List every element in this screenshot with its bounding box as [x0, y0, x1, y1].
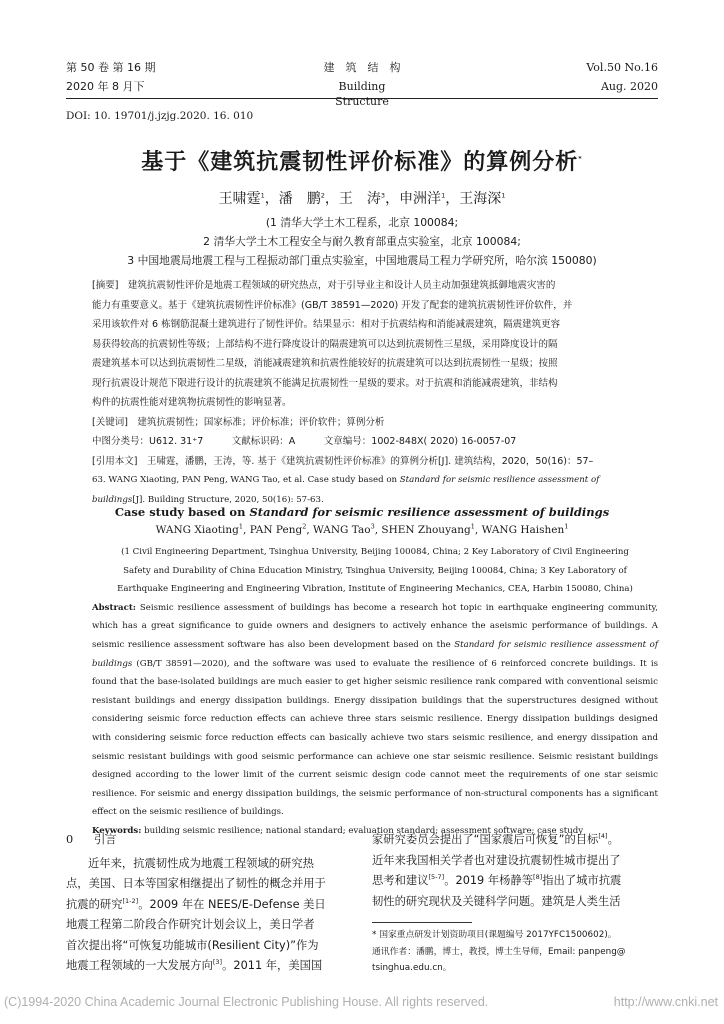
- author-name: WANG Haishen: [481, 524, 565, 536]
- watermark-url: http://www.cnki.net: [613, 995, 718, 1009]
- title-text: 基于《建筑抗震韧性评价标准》的算例分析: [141, 150, 579, 175]
- abstract-cn-line: 易获得较高的抗震韧性等级；上部结构不进行降度设计的隔震建筑可以达到抗震韧性三星级，采用降度设计的隔: [92, 338, 558, 350]
- author-affiliation-mark: 1: [238, 522, 243, 531]
- citation-ref[interactable]: [5-7]: [428, 873, 445, 882]
- title-en-standard: Standard for seismic resilience assessment of buildings: [249, 505, 610, 519]
- paragraph-line: 首次提出将“可恢复功能城市(Resilient City)”作为: [66, 938, 319, 952]
- footnote-rule: [372, 922, 472, 923]
- paragraph-line: [66, 895, 358, 916]
- affiliations-cn: [66, 213, 658, 270]
- watermark-copyright: (C)1994-2020 China Academic Journal Electronic Publishing House. All rights reserved.: [4, 995, 489, 1009]
- author-separator: ,: [243, 524, 250, 536]
- affiliation-cn-1: (1 清华大学土木工程系，北京 100084;: [265, 216, 459, 229]
- author-name: WANG Tao: [313, 524, 371, 536]
- english-front-matter: [92, 543, 658, 841]
- text-run: 。2011 年，美国国: [222, 959, 323, 972]
- author-separator: ,: [474, 524, 482, 536]
- footnote-author: 通讯作者：潘鹏，博士，教授，博士生导师，Email: panpeng@: [372, 946, 626, 957]
- keywords-cn: [关键词] 建筑抗震韧性；国家标准；评价标准；评价软件；算例分析: [92, 416, 385, 428]
- author-separator: ，: [445, 191, 460, 207]
- author-affiliation-mark: 3: [370, 522, 375, 531]
- author-affiliation-mark: 2: [302, 522, 307, 531]
- volume-issue-en: Vol.50 No.16: [586, 61, 658, 74]
- authors-cn: [66, 188, 658, 208]
- affiliation-en-3: Earthquake Engineering and Engineering Vibration, Institute of Engineering Mechanics, CEA, Harbin 150080, China): [117, 584, 633, 595]
- doi: DOI: 10. 19701/j.jzjg.2020. 16. 010: [66, 110, 254, 122]
- author-affiliation-mark: 1: [564, 522, 569, 531]
- date-cn: 2020 年 8 月下: [66, 80, 145, 93]
- affiliation-cn-3: 3 中国地震局地震工程与工程振动部门重点实验室，中国地震局工程力学研究所，哈尔滨 150080): [127, 254, 597, 267]
- abstract-cn-line: 能力有重要意义。基于《建筑抗震韧性评价标准》(GB/T 38591—2020) 开发了配套的建筑抗震韧性评价软件，并: [92, 299, 573, 311]
- header-rule: [66, 98, 658, 99]
- author-separator: ,: [306, 524, 314, 536]
- abstract-en-part2: (GB/T 38591—2020), and the software was used to evaluate the resilience of 6 reinforced concrete buildings. It is found that the base-isolated buildings are much easier to get higher seismic resilience rank compared with conventional seismic resistant buildings and energy dissipation buildings. Energy dissipation buildings that the superstructures designed without considering seismic force reduction effects can achieve three stars seismic resilience. Energy dissipation buildings designed with considering seismic force reduction effects can basically achieve two stars seismic resilience, and energy dissipation and seismic resistant buildings with good seismic performance can achieve one star seismic resilience. Seismic resistant buildings designed according to the lower limit of the current seismic design code cannot meet the requirements of one star seismic resilience. For seismic and energy dissipation buildings, the seismic performance of non-structural components has a significant effect on the seismic resilience of buildings.: [92, 658, 658, 818]
- title-en-prefix: Case study based on: [114, 505, 250, 519]
- volume-issue-cn: 第 50 卷 第 16 期: [66, 61, 156, 74]
- paragraph-line: 韧性的研究现状及关键科学问题。建筑是人类生活: [372, 894, 621, 908]
- author-name: 王啸霆: [218, 191, 261, 207]
- citation-ref[interactable]: [4]: [598, 832, 608, 841]
- affiliation-en-2: Safety and Durability of China Education Ministry, Tsinghua University, Beijing 100084, China; 3 Key Laboratory of: [123, 565, 627, 576]
- paragraph-line: 点，美国、日本等国家相继提出了韧性的概念并用于: [66, 877, 326, 890]
- abstract-cn: [92, 276, 658, 510]
- author-name: 王 涛: [338, 191, 381, 207]
- abstract-cn-line: [摘要] 建筑抗震韧性评价是地震工程领域的研究热点，对于引导业主和设计人员主动加强建筑抵御地震灾害的: [92, 280, 556, 291]
- authors-en: [66, 524, 658, 536]
- footnote: [372, 927, 658, 977]
- citation-ref[interactable]: [8]: [533, 873, 543, 882]
- text-run: 家研究委员会提出了“国家震后可恢复”的目标: [372, 833, 599, 846]
- abstract-en-part1: Seismic resilience assessment of buildings has become a research hot topic in earthquake engineering community, which has a great significance to guide owners and designers to actively enhance the aseismic performance of buildings. A seismic resilience assessment software has also been development based on the: [92, 602, 658, 650]
- date-en: Aug. 2020: [600, 80, 658, 93]
- author-name: PAN Peng: [249, 524, 303, 536]
- author-name: 王海深: [459, 191, 502, 207]
- text-run: 。2009 年在 NEES/E-Defense 美日: [138, 897, 326, 911]
- text-run: 抗震的研究: [66, 897, 123, 911]
- paragraph-line: 近年来，抗震韧性成为地震工程领域的研究热: [88, 856, 314, 870]
- text-run: 地震工程领域的一大发展方向: [66, 959, 213, 972]
- abstract-cn-line: 构件的抗震性能对建筑物抗震韧性的影响显著。: [92, 397, 292, 408]
- keywords-en-text: building seismic resilience; national standard; evaluation standard; assessment software; case study: [141, 825, 584, 836]
- footnote-email: tsinghua.edu.cn。: [372, 963, 452, 973]
- citation-ref[interactable]: [3]: [212, 958, 223, 967]
- footnote-funding: * 国家重点研发计划资助项目(课题编号 2017YFC1500602)。: [372, 930, 617, 940]
- author-separator: ，: [264, 191, 279, 207]
- abstract-en: [92, 599, 658, 822]
- abstract-cn-line: 采用该软件对 6 栋钢筋混凝土建筑进行了韧性评价。结果显示：相对于抗震结构和消能减震建筑，隔震建筑更容: [92, 319, 561, 330]
- author-affiliation-mark: 1: [441, 191, 446, 200]
- citation-en-text: 63. WANG Xiaoting, PAN Peng, WANG Tao, et al. Case study based on: [92, 475, 398, 485]
- author-name: 潘 鹏: [278, 191, 321, 207]
- journal-name-cn: 建 筑 结 构: [323, 61, 401, 74]
- text-run: 指出了城市抗震: [542, 874, 622, 887]
- abstract-cn-line: 现行抗震设计规范下限进行设计的抗震建筑不能满足抗震韧性一星级的要求。对于抗震和消能减震建筑，非结构: [92, 377, 558, 389]
- text-run: 。2019 年杨静等: [444, 874, 534, 887]
- text-run: 思考和建议: [372, 874, 429, 887]
- paragraph-line: 近年来我国相关学者也对建设抗震韧性城市提出了: [372, 853, 621, 867]
- classification-line: 中图分类号：U612. 31⁺7 文献标识码：A 文章编号：1002-848X( 2020) 16-0057-07: [92, 436, 517, 447]
- text-run: 。: [607, 833, 619, 846]
- affiliation-en-1: (1 Civil Engineering Department, Tsinghua University, Beijing 100084, China; 2 Key Laboratory of Civil Engineering: [121, 547, 629, 557]
- author-name: SHEN Zhouyang: [381, 524, 471, 536]
- abstract-en-standard: Standard for seismic resilience assessment of buildings: [92, 639, 659, 669]
- citation-ref[interactable]: [1-2]: [122, 896, 139, 905]
- citation-en-standard: Standard for seismic resilience assessment of: [399, 475, 600, 485]
- author-name: 申洲洋: [399, 191, 442, 207]
- paper-title-en: [66, 505, 658, 519]
- author-affiliation-mark: 1: [470, 522, 475, 531]
- author-name: WANG Xiaoting: [155, 524, 239, 536]
- paragraph-line: [66, 956, 358, 977]
- citation-cn-line: [引用本文] 王啸霆，潘鹏，王涛，等. 基于《建筑抗震韧性评价标准》的算例分析[J]. 建筑结构，2020，50(16)：57–: [92, 455, 594, 467]
- paragraph-line: [372, 871, 658, 892]
- citation-en-line: [92, 471, 658, 491]
- keywords-en-label: Keywords:: [92, 825, 142, 836]
- author-affiliation-mark: 2: [320, 191, 325, 200]
- title-footnote-mark: *: [578, 154, 583, 163]
- section-heading: [66, 830, 358, 851]
- citation-en-standard-end: buildings: [92, 494, 133, 505]
- author-affiliation-mark: 1: [501, 191, 506, 200]
- journal-name-en: Building Structure: [335, 80, 389, 108]
- abstract-cn-line: 震建筑基本可以达到抗震韧性二星级，消能减震建筑和抗震性能较好的抗震建筑可以达到抗震韧性一星级；按照: [92, 358, 558, 369]
- paragraph-line: 地震工程第二阶段合作研究计划会议上，美日学者: [66, 918, 315, 931]
- section-title: 引言: [94, 833, 117, 846]
- affiliation-cn-2: 2 清华大学土木工程安全与耐久教育部重点实验室，北京 100084;: [203, 235, 521, 248]
- author-separator: ，: [324, 191, 339, 207]
- right-column: [372, 830, 658, 912]
- author-affiliation-mark: 3: [380, 191, 386, 200]
- left-column: [66, 830, 358, 977]
- section-number: 0: [66, 833, 74, 846]
- author-affiliation-mark: 1: [260, 191, 265, 200]
- paragraph-line: [372, 830, 658, 851]
- author-separator: ,: [374, 524, 382, 536]
- paper-title-cn: [66, 145, 658, 176]
- citation-en-source: [J]. Building Structure, 2020, 50(16): 57-63.: [132, 494, 324, 505]
- author-separator: ，: [385, 191, 400, 207]
- abstract-en-label: Abstract:: [92, 602, 136, 613]
